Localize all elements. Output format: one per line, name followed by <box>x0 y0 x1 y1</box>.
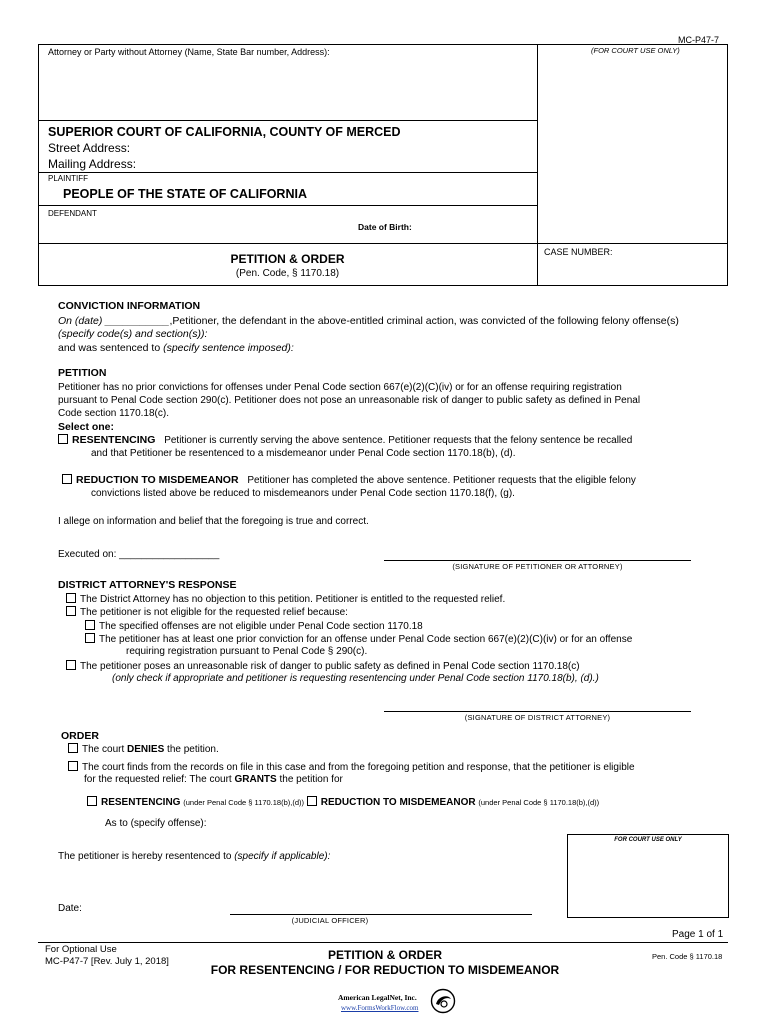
form-id: MC-P47-7 <box>678 35 720 45</box>
sentence-text: and was sentenced to <box>58 342 164 354</box>
sentence-hint: (specify sentence imposed): <box>163 342 294 354</box>
da-signature-label: (SIGNATURE OF DISTRICT ATTORNEY) <box>464 713 611 722</box>
plaintiff-divider <box>38 205 537 206</box>
order-reduction-note: (under Penal Code § 1170.18(b),(d)) <box>478 798 600 807</box>
order-date-label[interactable]: Date: <box>58 903 82 914</box>
order-grant[interactable] <box>68 761 635 773</box>
order-resentencing-note: (under Penal Code § 1170.18(b),(d)) <box>183 798 304 807</box>
petition-text-line2: pursuant to Penal Code section 290(c). Petitioner does not pose an unreasonable risk of danger to public safety as defined in Penal <box>58 395 641 406</box>
order-deny[interactable] <box>68 743 219 755</box>
resentenced-to[interactable] <box>58 851 330 862</box>
court-info <box>48 124 528 169</box>
resentenced-to-text: The petitioner is hereby resentenced to <box>58 851 235 862</box>
petition-title: PETITION & ORDER <box>230 252 345 266</box>
plaintiff-name: PEOPLE OF THE STATE OF CALIFORNIA <box>63 187 307 201</box>
order-type-options <box>87 796 599 808</box>
da-no-objection-checkbox[interactable] <box>66 593 76 603</box>
da-risk-note: (only check if appropriate and petitioner is requesting resentencing under Penal Code section 1170.18(b), (d).) <box>112 673 599 684</box>
header-top-border <box>38 44 728 45</box>
resentencing-text-cont: and that Petitioner be resentenced to a misdemeanor under Penal Code section 1170.18(b), (d). <box>91 448 516 459</box>
court-divider <box>38 172 537 173</box>
da-offense-not-eligible[interactable] <box>85 620 423 632</box>
resentencing-checkbox[interactable] <box>58 434 68 444</box>
court-use-box <box>567 834 729 918</box>
da-prior-conviction-checkbox[interactable] <box>85 633 95 643</box>
conviction-heading: CONVICTION INFORMATION <box>58 300 201 312</box>
da-prior-conviction-cont: requiring registration pursuant to Penal Code § 290(c). <box>126 646 368 657</box>
order-grant-checkbox[interactable] <box>68 761 78 771</box>
conviction-line1-text: ,Petitioner, the defendant in the above-entitled criminal action, was convicted of the following felony offense(s) <box>169 315 679 327</box>
petition-subtitle: (Pen. Code, § 1170.18) <box>235 268 340 279</box>
da-no-objection-text: The District Attorney has no objection to this petition. Petitioner is entitled to the requested relief. <box>80 594 506 605</box>
da-prior-conviction[interactable] <box>85 633 632 645</box>
header-right-border <box>727 44 728 285</box>
mailing-address-label: Mailing Address: <box>48 157 137 171</box>
defendant-label: DEFENDANT <box>48 209 97 218</box>
resentencing-text: Petitioner is currently serving the above sentence. Petitioner requests that the felony sentence be recalled <box>164 435 633 446</box>
publisher-url[interactable]: www.FormsWorkFlow.com <box>341 1004 419 1012</box>
resentenced-to-hint: (specify if applicable): <box>234 851 331 862</box>
dob-label: Date of Birth: <box>358 222 412 232</box>
defendant-divider <box>38 243 728 244</box>
order-grant-text: The court finds from the records on file in this case and from the foregoing petition and response, that the petitioner is eligible <box>82 762 635 773</box>
publisher-stamp <box>336 987 458 1017</box>
select-one-label: Select one: <box>58 421 115 433</box>
da-not-eligible[interactable] <box>66 606 348 618</box>
order-grant-cont-c: the petition for <box>276 774 343 785</box>
conviction-line1 <box>58 315 679 327</box>
da-not-eligible-text: The petitioner is not eligible for the requested relief because: <box>80 607 348 618</box>
petition-heading: PETITION <box>58 367 107 379</box>
da-no-objection[interactable] <box>66 593 505 605</box>
footer-title-line1: PETITION & ORDER <box>327 948 442 962</box>
da-offense-not-eligible-checkbox[interactable] <box>85 620 95 630</box>
executed-on-field[interactable]: Executed on: __________________ <box>58 549 220 560</box>
footer-pen-code: Pen. Code § 1170.18 <box>652 952 723 961</box>
street-address-label: Street Address: <box>48 141 131 155</box>
reduction-text: Petitioner has completed the above sentence. Petitioner requests that the eligible felony <box>247 475 636 486</box>
da-not-eligible-checkbox[interactable] <box>66 606 76 616</box>
page-number: Page 1 of 1 <box>672 929 724 940</box>
form-revision: MC-P47-7 [Rev. July 1, 2018] <box>45 956 169 967</box>
order-deny-checkbox[interactable] <box>68 743 78 753</box>
header-bottom-border <box>38 285 728 286</box>
header-left-border <box>38 44 39 285</box>
reduction-checkbox[interactable] <box>62 474 72 484</box>
court-use-box-label: FOR COURT USE ONLY <box>614 837 682 843</box>
date-field[interactable]: On (date) ___________ <box>58 315 170 327</box>
sentence-field-label[interactable] <box>58 342 294 354</box>
petition-text-line1: Petitioner has no prior convictions for offenses under Penal Code section 667(e)(2)(C)(iv) or for an offense requiring registration <box>58 382 622 393</box>
order-heading: ORDER <box>61 730 99 742</box>
da-offense-not-eligible-text: The specified offenses are not eligible under Penal Code section 1170.18 <box>99 621 423 632</box>
judicial-officer-signature-line[interactable] <box>230 914 532 915</box>
offense-field-label[interactable]: (specify code(s) and section(s)): <box>58 328 208 340</box>
header-divider <box>537 44 538 285</box>
order-resentencing-label: RESENTENCING <box>101 797 181 808</box>
da-unreasonable-risk[interactable] <box>66 660 580 672</box>
allege-statement: I allege on information and belief that the foregoing is true and correct. <box>58 516 369 527</box>
order-grant-cont <box>84 774 343 785</box>
court-use-label: (FOR COURT USE ONLY) <box>591 46 680 55</box>
footer-title-line2: FOR RESENTENCING / FOR REDUCTION TO MISDEMEANOR <box>210 963 560 977</box>
petitioner-signature-line[interactable] <box>384 560 691 561</box>
plaintiff-label: PLAINTIFF <box>48 174 89 183</box>
order-grant-cont-b: GRANTS <box>234 774 277 785</box>
court-name: SUPERIOR COURT OF CALIFORNIA, COUNTY OF MERCED <box>48 125 401 139</box>
order-reduction-label: REDUCTION TO MISDEMEANOR <box>320 797 476 808</box>
as-to-offense[interactable]: As to (specify offense): <box>105 818 207 829</box>
publisher-name: American LegalNet, Inc. <box>338 993 417 1002</box>
da-unreasonable-risk-checkbox[interactable] <box>66 660 76 670</box>
order-resentencing-checkbox[interactable] <box>87 796 97 806</box>
order-deny-text-b: DENIES <box>127 744 165 755</box>
optional-use-label: For Optional Use <box>45 944 117 955</box>
reduction-text-cont: convictions listed above be reduced to misdemeanors under Penal Code section 1170.18(f), (g). <box>91 488 515 499</box>
petition-text-line3: Code section 1170.18(c). <box>58 408 169 419</box>
petition-text <box>58 381 728 420</box>
da-unreasonable-risk-text: The petitioner poses an unreasonable risk of danger to public safety as defined in Penal Code section 1170.18(c) <box>80 661 580 672</box>
order-grant-cont-a: for the requested relief: The court <box>84 774 235 785</box>
resentencing-option[interactable] <box>58 434 632 446</box>
publisher-logo-icon <box>430 988 456 1014</box>
reduction-option[interactable] <box>62 474 636 486</box>
order-deny-text-c: the petition. <box>164 744 219 755</box>
order-deny-text-a: The court <box>82 744 128 755</box>
judicial-officer-label: (JUDICIAL OFFICER) <box>291 916 369 925</box>
resentencing-label: RESENTENCING <box>72 434 156 446</box>
attorney-label: Attorney or Party without Attorney (Name, State Bar number, Address): <box>48 47 330 57</box>
petitioner-signature-label: (SIGNATURE OF PETITIONER OR ATTORNEY) <box>452 562 623 571</box>
da-prior-conviction-text: The petitioner has at least one prior conviction for an offense under Penal Code section 667(e)(2)(C)(iv) or for an offense <box>99 634 633 645</box>
da-heading: DISTRICT ATTORNEY'S RESPONSE <box>58 579 237 591</box>
footer-rule <box>38 942 728 943</box>
reduction-label: REDUCTION TO MISDEMEANOR <box>76 474 239 486</box>
order-reduction-checkbox[interactable] <box>307 796 317 806</box>
attorney-divider <box>38 120 537 121</box>
case-number-label: CASE NUMBER: <box>544 247 613 257</box>
da-signature-line[interactable] <box>384 711 691 712</box>
